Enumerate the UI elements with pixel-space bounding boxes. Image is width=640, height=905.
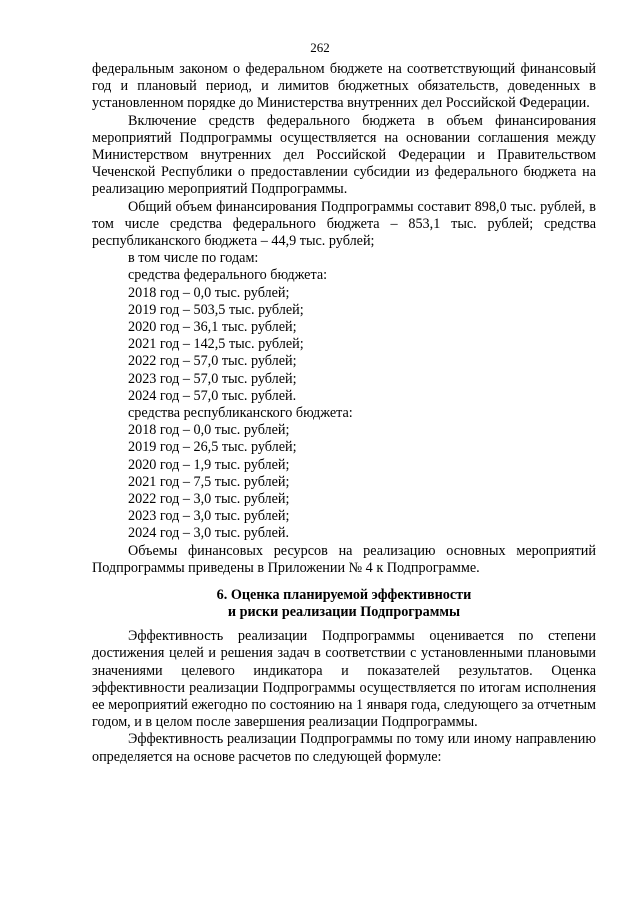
- republic-budget-label: средства республиканского бюджета:: [128, 405, 353, 422]
- republic-year-line: 2023 год – 3,0 тыс. рублей;: [128, 508, 290, 525]
- section-heading: [92, 587, 596, 620]
- by-years-label: в том числе по годам:: [128, 250, 259, 267]
- federal-year-line: 2023 год – 57,0 тыс. рублей;: [128, 370, 297, 387]
- paragraph-continuation: федеральным законом о федеральном бюджете на соответствующий финансовый год и плановый период, и лимитов бюджетных обязательств, доведенных в установленном порядке до Министерства внутренних дел Российской Федерации.: [92, 61, 596, 112]
- republic-year-line: 2021 год – 7,5 тыс. рублей;: [128, 473, 290, 490]
- paragraph-efficiency-assessment: Эффективность реализации Подпрограммы оценивается по степени достижения целей и решения задач в соответствии с установленными плановыми значениями целевого индикатора и показателей результатов. Оценка эффективности реализации Подпрограммы осуществляется по итогам исполнения ее мероприятий ежегодно по состоянию на 1 января года, следующего за отчетным годом, и в целом после завершения реализации Подпрограммы.: [92, 628, 596, 731]
- section-heading-line-2: и риски реализации Подпрограммы: [227, 603, 461, 620]
- republic-year-line: 2020 год – 1,9 тыс. рублей;: [128, 456, 290, 473]
- federal-year-line: 2024 год – 57,0 тыс. рублей.: [128, 387, 297, 404]
- section-heading-line-1: 6. Оценка планируемой эффективности: [216, 587, 472, 604]
- page-content: [92, 61, 596, 766]
- federal-year-line: 2022 год – 57,0 тыс. рублей;: [128, 353, 297, 370]
- federal-year-line: 2019 год – 503,5 тыс. рублей;: [128, 301, 304, 318]
- page-number: 262: [310, 40, 330, 55]
- paragraph-efficiency-formula: Эффективность реализации Подпрограммы по тому или иному направлению определяется на основе расчетов по следующей формуле:: [92, 731, 596, 765]
- republic-year-line: 2019 год – 26,5 тыс. рублей;: [128, 439, 297, 456]
- republic-year-line: 2022 год – 3,0 тыс. рублей;: [128, 491, 290, 508]
- federal-budget-label: средства федерального бюджета:: [128, 267, 328, 284]
- republic-year-line: 2024 год – 3,0 тыс. рублей.: [128, 525, 290, 542]
- federal-year-line: 2018 год – 0,0 тыс. рублей;: [128, 284, 290, 301]
- paragraph-total-financing: Общий объем финансирования Подпрограммы составит 898,0 тыс. рублей, в том числе средства федерального бюджета – 853,1 тыс. рублей; средства республиканского бюджета – 44,9 тыс. рублей;: [92, 198, 596, 250]
- paragraph-federal-budget-inclusion: Включение средств федерального бюджета в объем финансирования мероприятий Подпрограммы осуществляется на основании соглашения между Министерством внутренних дел Российской Федерации и Правительством Чеченской Республики о предоставлении субсидии из федерального бюджета на реализацию мероприятий Подпрограммы.: [92, 112, 596, 198]
- republic-year-line: 2018 год – 0,0 тыс. рублей;: [128, 422, 290, 439]
- federal-year-line: 2020 год – 36,1 тыс. рублей;: [128, 319, 297, 336]
- federal-year-line: 2021 год – 142,5 тыс. рублей;: [128, 336, 304, 353]
- paragraph-resources: Объемы финансовых ресурсов на реализацию основных мероприятий Подпрограммы приведены в Приложении № 4 к Подпрограмме.: [92, 542, 596, 576]
